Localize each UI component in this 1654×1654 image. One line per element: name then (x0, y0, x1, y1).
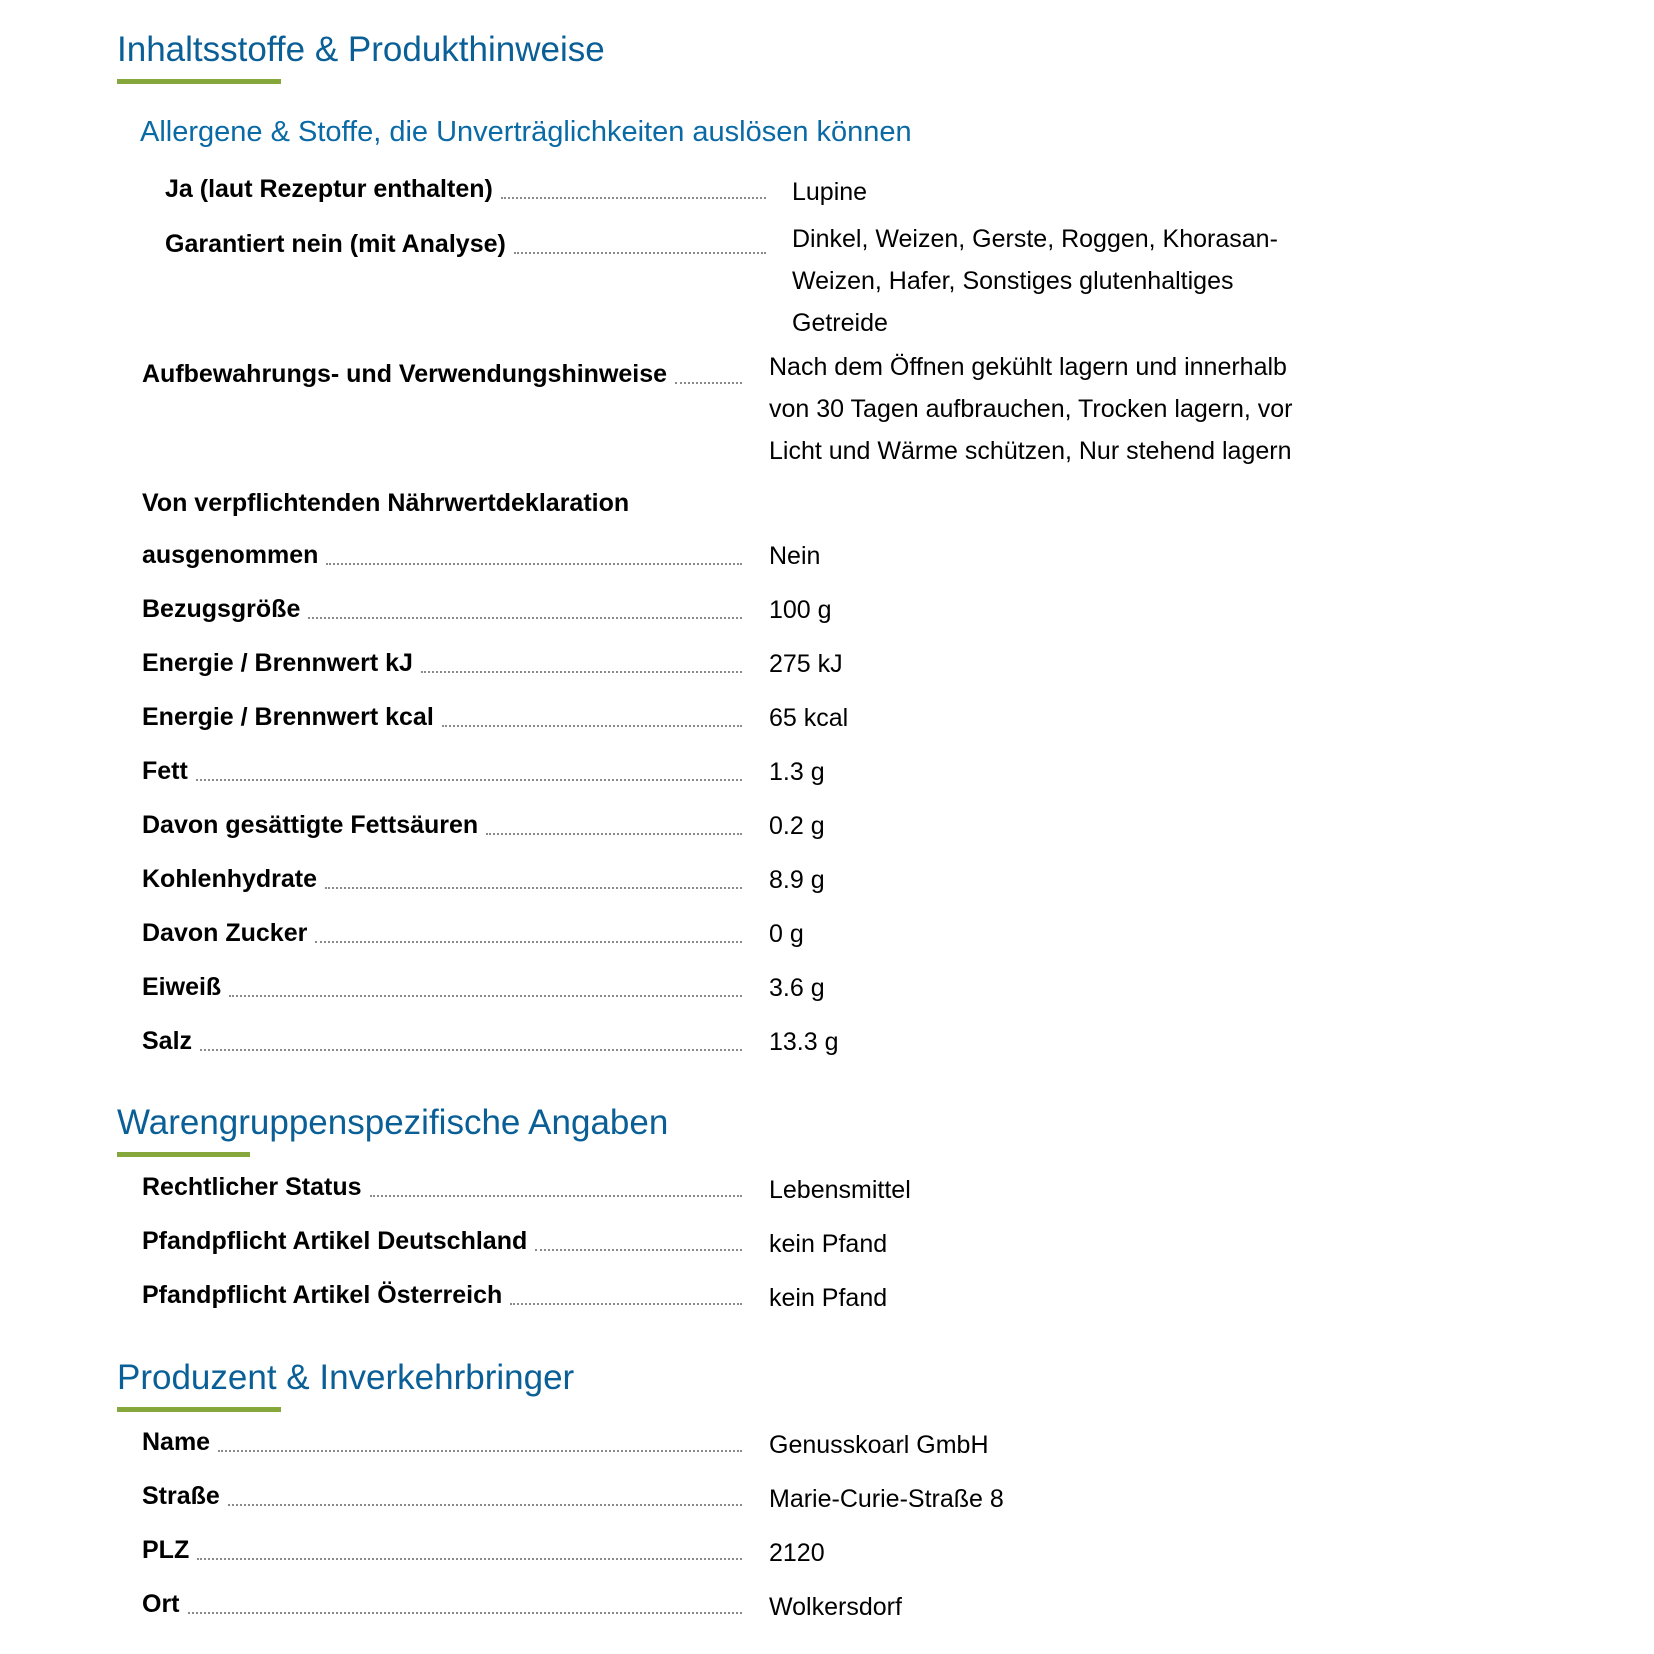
producer-value: Marie-Curie-Straße 8 (769, 1485, 1004, 1513)
allergen-contains-label: Ja (laut Rezeptur enthalten) (165, 177, 766, 202)
nutrition-value: 275 kJ (769, 650, 843, 678)
storage-value-line: von 30 Tagen aufbrauchen, Trocken lagern, vor (769, 395, 1293, 423)
leader-dots (514, 252, 766, 254)
leader-dots (196, 779, 742, 781)
producer-value: 2120 (769, 1539, 825, 1567)
producer-value: Wolkersdorf (769, 1593, 902, 1621)
nutrition-value: 1.3 g (769, 758, 825, 786)
nutrition-label: Davon gesättigte Fettsäuren (142, 813, 742, 838)
storage-label: Aufbewahrungs- und Verwendungshinweise (142, 362, 742, 387)
category-value: kein Pfand (769, 1230, 888, 1258)
section-title-underline (117, 79, 281, 84)
producer-label: Name (142, 1430, 742, 1455)
allergen-free-value-line: Getreide (792, 309, 888, 337)
leader-dots (510, 1303, 742, 1305)
leader-dots (325, 887, 742, 889)
nutrition-value: 0.2 g (769, 812, 825, 840)
nutrition-value: 8.9 g (769, 866, 825, 894)
leader-dots (218, 1450, 742, 1452)
leader-dots (535, 1249, 742, 1251)
producer-label: PLZ (142, 1538, 742, 1563)
category-label: Pfandpflicht Artikel Deutschland (142, 1229, 742, 1254)
nutrition-label: Bezugsgröße (142, 597, 742, 622)
nutrition-label: Kohlenhydrate (142, 867, 742, 892)
producer-value: Genusskoarl GmbH (769, 1431, 989, 1459)
nutrition-label: Energie / Brennwert kJ (142, 651, 742, 676)
leader-dots (326, 563, 742, 565)
leader-dots (315, 941, 742, 943)
category-label: Rechtlicher Status (142, 1175, 742, 1200)
leader-dots (370, 1195, 742, 1197)
nutrition-value: 3.6 g (769, 974, 825, 1002)
nutrition-exempt-label-line1: Von verpflichtenden Nährwertdeklaration (142, 489, 630, 517)
producer-label: Ort (142, 1592, 742, 1617)
producer-label: Straße (142, 1484, 742, 1509)
category-value: kein Pfand (769, 1284, 888, 1312)
nutrition-label: Davon Zucker (142, 921, 742, 946)
nutrition-exempt-label: ausgenommen (142, 543, 742, 568)
leader-dots (188, 1612, 743, 1614)
nutrition-value: 65 kcal (769, 704, 849, 732)
allergen-contains-value: Lupine (792, 178, 868, 206)
leader-dots (228, 1504, 742, 1506)
nutrition-value: 13.3 g (769, 1028, 839, 1056)
category-label: Pfandpflicht Artikel Österreich (142, 1283, 742, 1308)
leader-dots (229, 995, 742, 997)
nutrition-exempt-value: Nein (769, 542, 821, 570)
allergen-free-value-line: Weizen, Hafer, Sonstiges glutenhaltiges (792, 267, 1234, 295)
leader-dots (421, 671, 742, 673)
leader-dots (308, 617, 742, 619)
allergen-free-label: Garantiert nein (mit Analyse) (165, 232, 766, 257)
allergen-free-value-line: Dinkel, Weizen, Gerste, Roggen, Khorasan- (792, 225, 1278, 253)
storage-value-line: Nach dem Öffnen gekühlt lagern und innerhalb (769, 353, 1287, 381)
nutrition-label: Salz (142, 1029, 742, 1054)
storage-value-line: Licht und Wärme schützen, Nur stehend lagern (769, 437, 1292, 465)
leader-dots (501, 197, 766, 199)
section-title-category: Warengruppenspezifische Angaben (117, 1103, 669, 1142)
nutrition-label: Eiweiß (142, 975, 742, 1000)
section-title-producer: Produzent & Inverkehrbringer (117, 1358, 575, 1397)
leader-dots (442, 725, 742, 727)
leader-dots (675, 382, 742, 384)
category-value: Lebensmittel (769, 1176, 911, 1204)
section-title-ingredients: Inhaltsstoffe & Produkthinweise (117, 30, 605, 69)
leader-dots (197, 1558, 742, 1560)
leader-dots (486, 833, 742, 835)
section-title-underline (117, 1152, 250, 1157)
nutrition-value: 0 g (769, 920, 804, 948)
nutrition-value: 100 g (769, 596, 832, 624)
nutrition-label: Fett (142, 759, 742, 784)
leader-dots (200, 1049, 742, 1051)
section-title-underline (117, 1407, 281, 1412)
subsection-title-allergens: Allergene & Stoffe, die Unverträglichkeiten auslösen können (140, 116, 912, 148)
nutrition-label: Energie / Brennwert kcal (142, 705, 742, 730)
